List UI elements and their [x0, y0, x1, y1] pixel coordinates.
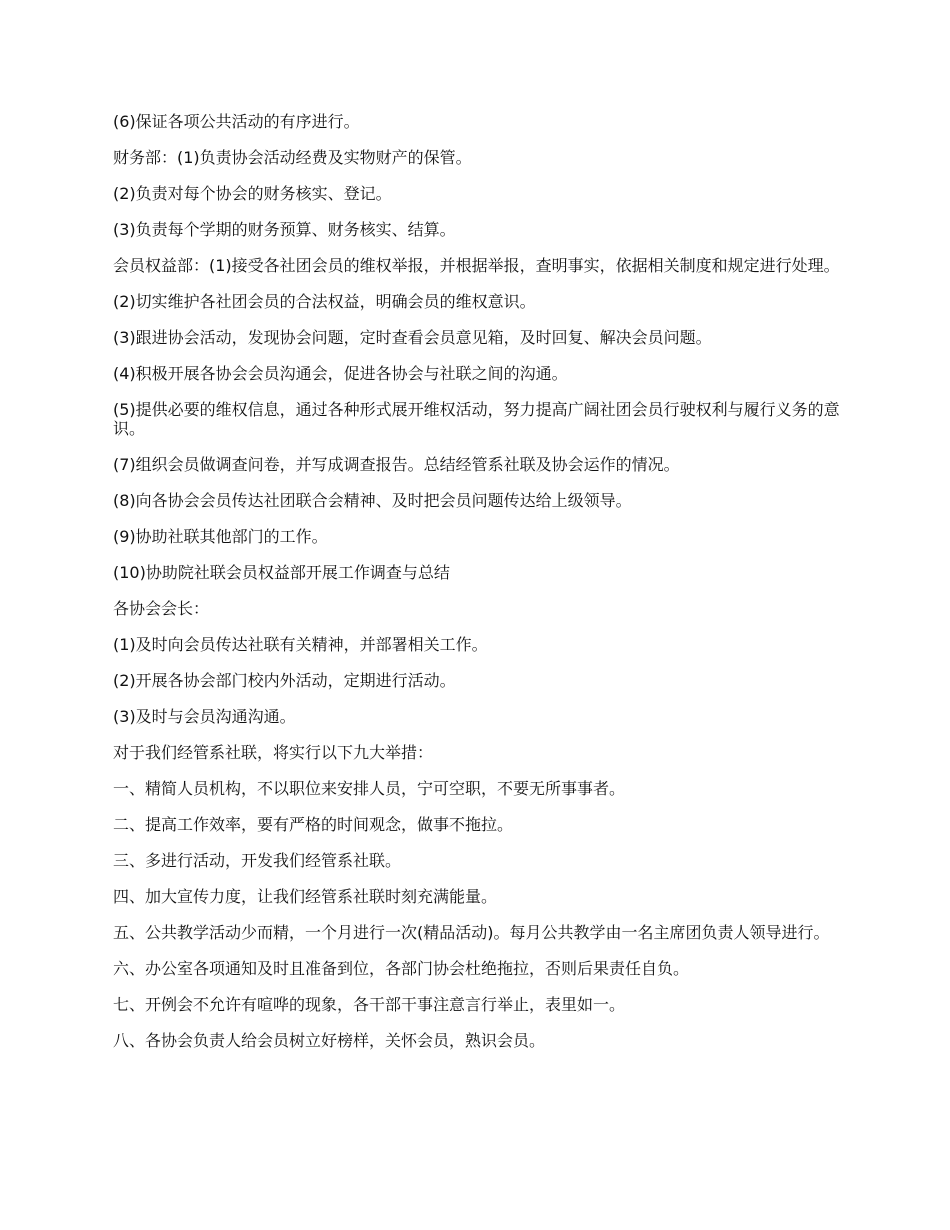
- paragraph: 八、各协会负责人给会员树立好榜样，关怀会员，熟识会员。: [113, 1031, 546, 1050]
- paragraph: (5)提供必要的维权信息，通过各种形式展开维权活动，努力提高广阔社团会员行驶权利与履行义务的意识。: [113, 400, 840, 438]
- paragraph: 四、加大宣传力度，让我们经管系社联时刻充满能量。: [113, 887, 498, 906]
- paragraph: (3)跟进协会活动，发现协会问题，定时查看会员意见箱，及时回复、解决会员问题。: [113, 328, 712, 347]
- paragraph: (4)积极开展各协会会员沟通会，促进各协会与社联之间的沟通。: [113, 364, 568, 383]
- document-body: [113, 112, 848, 1067]
- paragraph: 七、开例会不允许有喧哗的现象，各干部干事注意言行举止，表里如一。: [113, 995, 626, 1014]
- paragraph: 三、多进行活动，开发我们经管系社联。: [113, 851, 402, 870]
- paragraph: (8)向各协会会员传达社团联合会精神、及时把会员问题传达给上级领导。: [113, 491, 632, 510]
- paragraph: (3)负责每个学期的财务预算、财务核实、结算。: [113, 220, 456, 239]
- paragraph: (1)及时向会员传达社联有关精神，并部署相关工作。: [113, 635, 488, 654]
- paragraph: 对于我们经管系社联，将实行以下九大举措：: [113, 743, 434, 762]
- paragraph: 各协会会长：: [113, 599, 210, 618]
- paragraph: (2)切实维护各社团会员的合法权益，明确会员的维权意识。: [113, 292, 536, 311]
- paragraph: (10)协助院社联会员权益部开展工作调查与总结: [113, 563, 450, 582]
- paragraph: (2)开展各协会部门校内外活动，定期进行活动。: [113, 671, 456, 690]
- paragraph: (3)及时与会员沟通沟通。: [113, 707, 296, 726]
- paragraph: (7)组织会员做调查问卷，并写成调查报告。总结经管系社联及协会运作的情况。: [113, 455, 680, 474]
- paragraph: 财务部：(1)负责协会活动经费及实物财产的保管。: [113, 148, 472, 167]
- paragraph: (2)负责对每个协会的财务核实、登记。: [113, 184, 392, 203]
- paragraph: 五、公共教学活动少而精，一个月进行一次(精品活动)。每月公共教学由一名主席团负责人领导进行。: [113, 923, 830, 942]
- paragraph: 一、精简人员机构，不以职位来安排人员，宁可空职，不要无所事事者。: [113, 779, 626, 798]
- paragraph: 六、办公室各项通知及时且准备到位，各部门协会杜绝拖拉，否则后果责任自负。: [113, 959, 690, 978]
- paragraph: (9)协助社联其他部门的工作。: [113, 527, 328, 546]
- paragraph: 会员权益部：(1)接受各社团会员的维权举报，并根据举报，查明事实，依据相关制度和规定进行处理。: [113, 256, 840, 275]
- paragraph: 二、提高工作效率，要有严格的时间观念，做事不拖拉。: [113, 815, 514, 834]
- paragraph: (6)保证各项公共活动的有序进行。: [113, 112, 360, 131]
